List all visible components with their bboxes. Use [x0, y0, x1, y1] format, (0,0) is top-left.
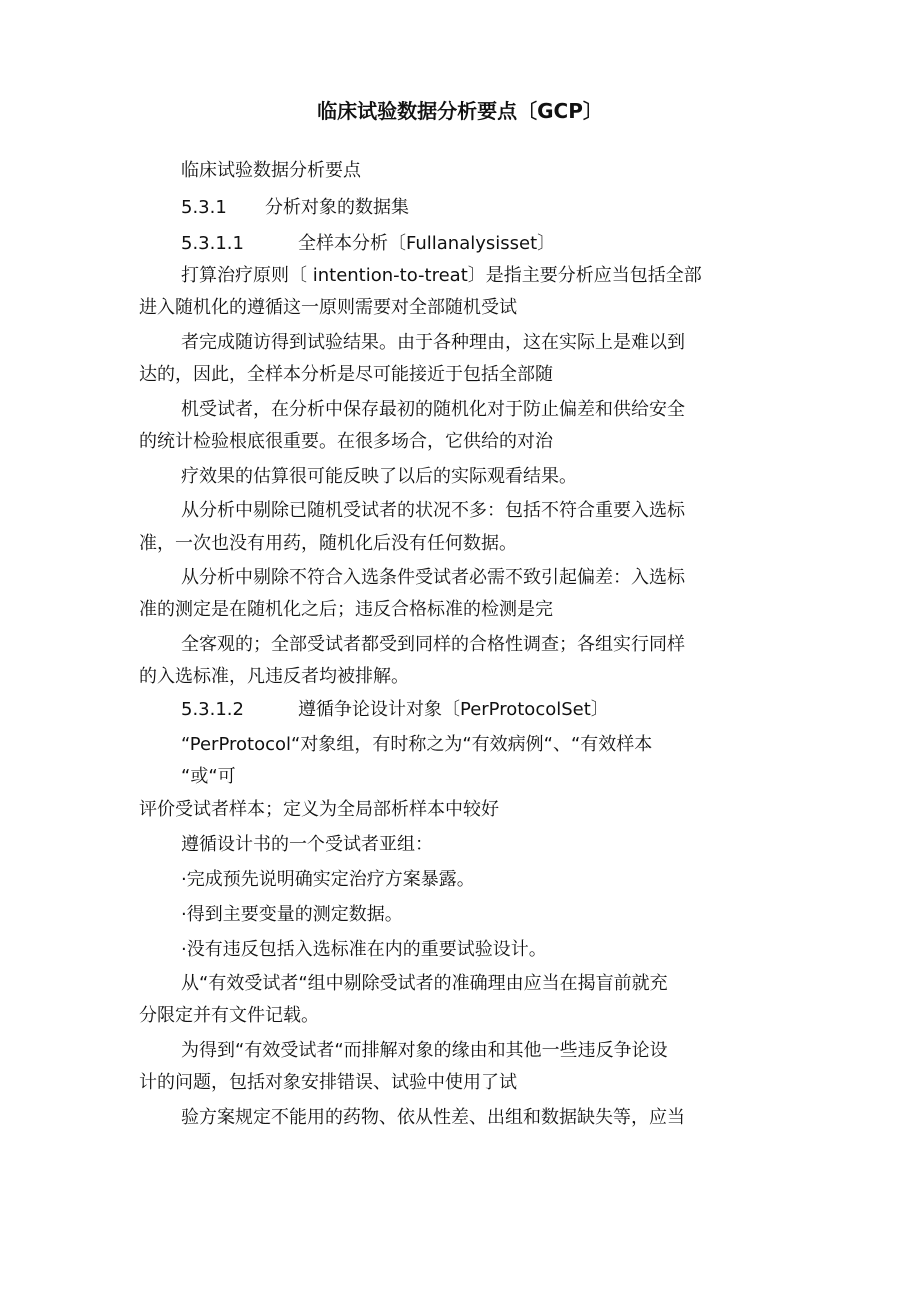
- paragraph-line: 准，一次也没有用药，随机化后没有任何数据。: [139, 533, 517, 554]
- section-heading-5-3-1: [181, 196, 409, 220]
- paragraph-line: 从分析中剔除不符合入选条件受试者必需不致引起偏差：入选标: [181, 567, 685, 588]
- paragraph-line: 打算治疗原则〔 intention-to-treat〕是指主要分析应当包括全部: [181, 265, 702, 286]
- paragraph-line: 疗效果的估算很可能反映了以后的实际观看结果。: [181, 466, 577, 487]
- paragraph-line: 遵循设计书的一个受试者亚组：: [181, 834, 433, 855]
- paragraph-line: 机受试者，在分析中保存最初的随机化对于防止偏差和供给安全: [181, 399, 685, 420]
- paragraph-line: 的统计检验根底很重要。在很多场合，它供给的对治: [139, 431, 553, 452]
- paragraph-line: 者完成随访得到试验结果。由于各种理由，这在实际上是难以到: [181, 332, 685, 353]
- paragraph-line: 验方案规定不能用的药物、依从性差、出组和数据缺失等，应当: [181, 1107, 685, 1128]
- bullet-item: ·没有违反包括入选标准在内的重要试验设计。: [181, 939, 547, 960]
- bullet-item: ·完成预先说明确实定治疗方案暴露。: [181, 869, 475, 890]
- paragraph-line: 进入随机化的遵循这一原则需要对全部随机受试: [139, 297, 517, 318]
- paragraph-line: 从分析中剔除已随机受试者的状况不多：包括不符合重要入选标: [181, 500, 685, 521]
- paragraph-line: 计的问题，包括对象安排错误、试验中使用了试: [139, 1072, 517, 1093]
- paragraph-line: 达的，因此，全样本分析是尽可能接近于包括全部随: [139, 364, 553, 385]
- subtitle: 临床试验数据分析要点: [181, 160, 361, 181]
- paragraph-line: 评价受试者样本；定义为全局部析样本中较好: [139, 799, 499, 820]
- bullet-item: ·得到主要变量的测定数据。: [181, 904, 403, 925]
- section-number: 5.3.1.1: [181, 233, 244, 254]
- section-label: 分析对象的数据集: [265, 197, 409, 218]
- section-heading-5-3-1-2: [181, 698, 609, 722]
- paragraph-line: “或“可: [181, 766, 236, 787]
- section-heading-5-3-1-1: [181, 232, 555, 256]
- paragraph-line: “PerProtocol“对象组，有时称之为“有效病例“、“有效样本: [181, 734, 653, 755]
- paragraph-line: 从“有效受试者“组中剔除受试者的准确理由应当在揭盲前就充: [181, 973, 668, 994]
- document-title: 临床试验数据分析要点〔GCP〕: [317, 99, 603, 123]
- paragraph-line: 分限定并有文件记载。: [139, 1005, 319, 1026]
- paragraph-line: 为得到“有效受试者“而排解对象的缘由和其他一些违反争论设: [181, 1040, 668, 1061]
- section-label: 全样本分析〔Fullanalysisset〕: [298, 233, 556, 254]
- section-number: 5.3.1.2: [181, 699, 244, 720]
- section-label: 遵循争论设计对象〔PerProtocolSet〕: [298, 699, 609, 720]
- section-number: 5.3.1: [181, 197, 227, 218]
- paragraph-line: 全客观的；全部受试者都受到同样的合格性调查；各组实行同样: [181, 634, 685, 655]
- paragraph-line: 准的测定是在随机化之后；违反合格标准的检测是完: [139, 599, 553, 620]
- paragraph-line: 的入选标准，凡违反者均被排解。: [139, 666, 409, 687]
